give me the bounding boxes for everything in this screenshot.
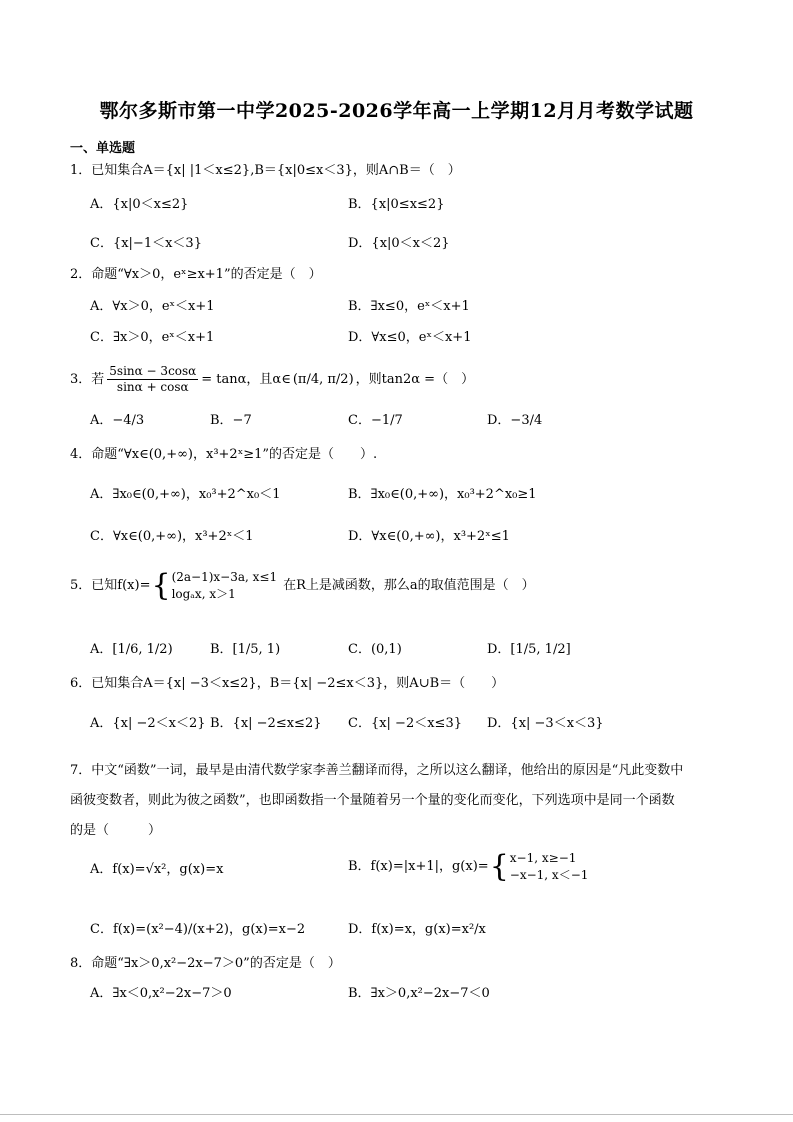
question-stem: 6．已知集合A＝{x| −3＜x≤2}，B＝{x| −2≤x＜3}，则A∪B＝（ ）: [70, 676, 505, 691]
option-b: B．∃x≤0，eˣ＜x+1: [348, 299, 470, 314]
question-3: [70, 364, 730, 395]
option-c: C．(0,1): [348, 642, 402, 657]
question-4: [70, 444, 730, 466]
question-2: [70, 264, 730, 286]
option-b: B．{x|0≤x≤2}: [348, 197, 445, 212]
option-a: A．∃x＜0,x²−2x−7＞0: [90, 986, 232, 1001]
option-c: C．∀x∈(0,+∞)，x³+2ˣ＜1: [90, 529, 254, 544]
question-stem-line: 的是（ ）: [70, 823, 162, 838]
case-2: logₐx, x＞1: [171, 587, 236, 601]
case-1: (2a−1)x−3a, x≤1: [171, 570, 278, 584]
function-name: f(x)=: [117, 578, 151, 593]
case-1: x−1, x≥−1: [509, 851, 577, 865]
page-bottom-rule: [0, 1114, 793, 1115]
question-7: [70, 756, 730, 846]
question-5: [70, 569, 730, 603]
option-a: A．−4/3: [90, 413, 145, 428]
brace: {: [489, 849, 509, 884]
option-d: D．∀x≤0，eˣ＜x+1: [348, 330, 472, 345]
option-a: A．∀x＞0，eˣ＜x+1: [90, 299, 215, 314]
option-d: D．{x| −3＜x＜3}: [487, 716, 604, 731]
interval: (π/4, π/2): [292, 371, 354, 387]
question-stem: 1．已知集合A＝{x| |1＜x≤2},B＝{x|0≤x＜3}，则A∩B＝（ ）: [70, 163, 461, 178]
question-stem: 2．命题“∀x＞0，eˣ≥x+1”的否定是（ ）: [70, 267, 322, 282]
option-d: D．∀x∈(0,+∞)，x³+2ˣ≤1: [348, 529, 510, 544]
option-a: A．f(x)=√x²，g(x)=x: [90, 862, 224, 877]
option-d: D．−3/4: [487, 413, 543, 428]
option-a: A．∃x₀∈(0,+∞)，x₀³+2^x₀＜1: [90, 487, 281, 502]
exam-title: 鄂尔多斯市第一中学2025-2026学年高一上学期12月月考数学试题: [99, 100, 694, 122]
option-a: A．[1/6, 1/2): [90, 642, 173, 657]
question-stem-line: 7．中文“函数”一词，最早是由清代数学家李善兰翻译而得，之所以这么翻译，他给出的原因是“凡此变数中: [70, 763, 684, 778]
option-b: [348, 850, 588, 884]
option-d: D．[1/5, 1/2]: [487, 642, 571, 657]
option-a: A．{x|0＜x≤2}: [90, 197, 189, 212]
question-stem-line: 函彼变数者，则此为彼之函数”，也即函数指一个量随着另一个量的变化而变化，下列选项中是同一个函数: [70, 793, 675, 808]
piecewise-cases: [510, 850, 589, 884]
question-stem-mid: = tanα，且α∈: [201, 371, 291, 387]
question-stem-start: 3．若: [70, 371, 105, 387]
fraction-denominator: sinα + cosα: [116, 380, 189, 394]
option-b: B．∃x₀∈(0,+∞)，x₀³+2^x₀≥1: [348, 487, 537, 502]
option-c: C．−1/7: [348, 413, 403, 428]
option-c: C．{x| −2＜x≤3}: [348, 716, 462, 731]
section-heading: 一、单选题: [70, 141, 136, 156]
question-8: [70, 953, 730, 975]
brace: {: [151, 568, 171, 603]
option-b: B．{x| −2≤x≤2}: [210, 716, 322, 731]
option-d: D．f(x)=x，g(x)=x²/x: [348, 922, 486, 937]
question-6: [70, 673, 730, 695]
fraction: [107, 364, 198, 395]
option-b: B．[1/5, 1): [210, 642, 281, 657]
question-stem-end: ，则tan2α =（ ）: [355, 371, 475, 387]
question-stem: 4．命题“∀x∈(0,+∞)，x³+2ˣ≥1”的否定是（ ）.: [70, 447, 378, 462]
question-stem: 8．命题“∃x＞0,x²−2x−7＞0”的否定是（ ）: [70, 956, 341, 971]
question-1: [70, 160, 730, 182]
fraction-numerator: 5sinα − 3cosα: [109, 364, 197, 378]
option-b-label: B．f(x)=|x+1|，g(x)=: [348, 859, 489, 874]
option-d: D．{x|0＜x＜2}: [348, 236, 450, 251]
option-c: C．f(x)=(x²−4)/(x+2)，g(x)=x−2: [90, 922, 306, 937]
option-a: A．{x| −2＜x＜2}: [90, 716, 206, 731]
option-b: B．∃x＞0,x²−2x−7＜0: [348, 986, 490, 1001]
question-stem-end: 在R上是减函数，那么a的取值范围是（ ）: [283, 578, 535, 593]
case-2: −x−1, x＜−1: [509, 868, 589, 882]
option-c: C．∃x＞0，eˣ＜x+1: [90, 330, 215, 345]
option-b: B．−7: [210, 413, 252, 428]
piecewise-cases: [172, 569, 278, 603]
question-stem-start: 5．已知: [70, 578, 118, 593]
option-c: C．{x|−1＜x＜3}: [90, 236, 202, 251]
